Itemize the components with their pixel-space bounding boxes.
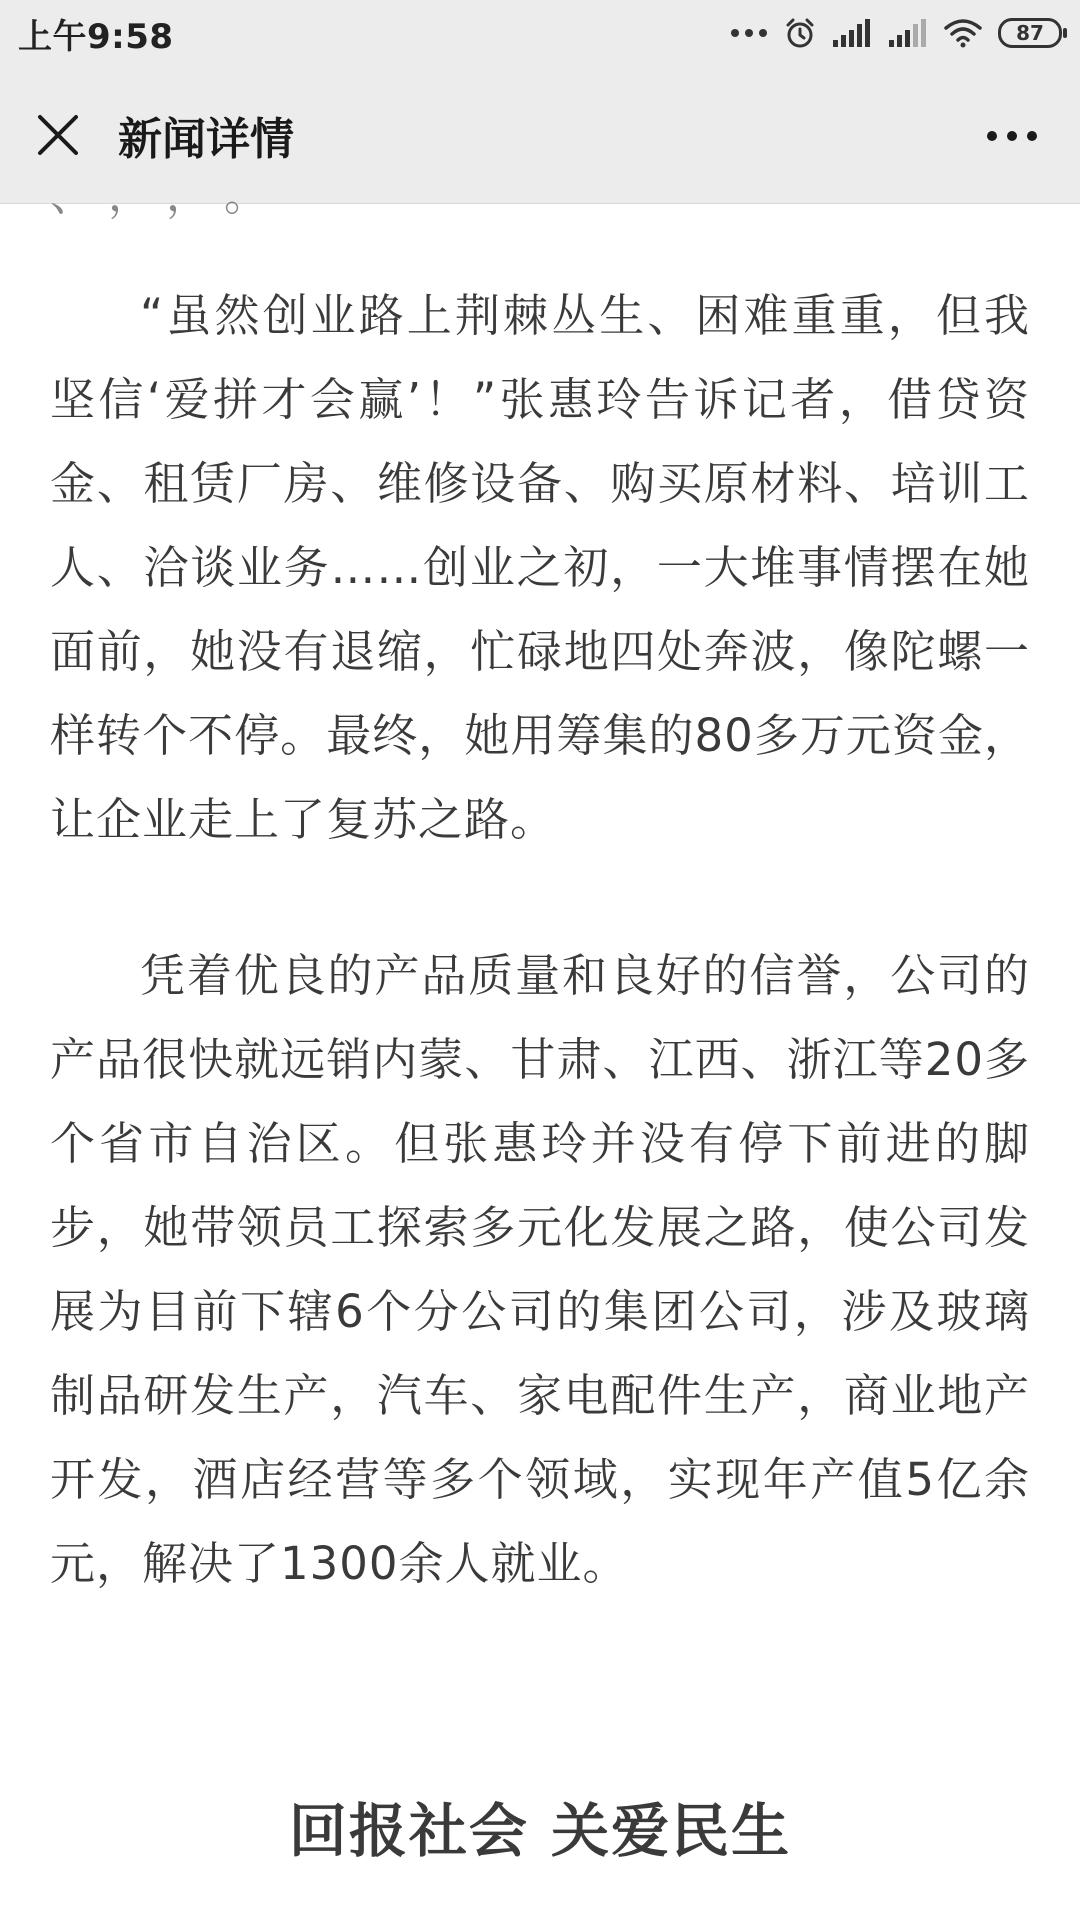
article-content xyxy=(0,170,1080,1920)
signal-icon-2 xyxy=(888,18,928,48)
battery-level: 87 xyxy=(1016,21,1044,45)
signal-icon xyxy=(832,18,872,48)
cut-off-text-line: 、 ， ， 。 xyxy=(50,170,268,221)
close-icon xyxy=(36,113,80,157)
more-dots-icon xyxy=(730,28,768,38)
close-button[interactable] xyxy=(28,105,88,165)
article-paragraph: “虽然创业路上荆棘丛生、困难重重，但我坚信‘爱拼才会赢’！”张惠玲告诉记者，借贷资金、租赁厂房、维修设备、购买原材料、培训工人、洽谈业务……创业之初，一大堆事情摆在她面前，她没有退缩，忙碌地四处奔波，像陀螺一样转个不停。最终，她用筹集的80多万元资金，让企业走上了复苏之路。 xyxy=(50,289,1030,846)
status-bar xyxy=(0,0,1080,66)
status-icons xyxy=(730,17,1062,49)
page-title: 新闻详情 xyxy=(118,113,294,165)
wifi-icon xyxy=(944,18,982,48)
status-time: 上午9:58 xyxy=(18,16,174,57)
battery-icon xyxy=(998,18,1062,48)
more-button[interactable] xyxy=(982,106,1042,166)
alarm-icon xyxy=(784,17,816,49)
article-paragraph: 凭着优良的产品质量和良好的信誉，公司的产品很快就远销内蒙、甘肃、江西、浙江等20多个省市自治区。但张惠玲并没有停下前进的脚步，她带领员工探索多元化发展之路，使公司发展为目前下辖6个分公司的集团公司，涉及玻璃制品研发生产，汽车、家电配件生产，商业地产开发，酒店经营等多个领域，实现年产值5亿余元，解决了1300余人就业。 xyxy=(50,949,1030,1590)
section-heading: 回报社会 关爱民生 xyxy=(288,1797,792,1865)
more-icon xyxy=(984,130,1040,142)
